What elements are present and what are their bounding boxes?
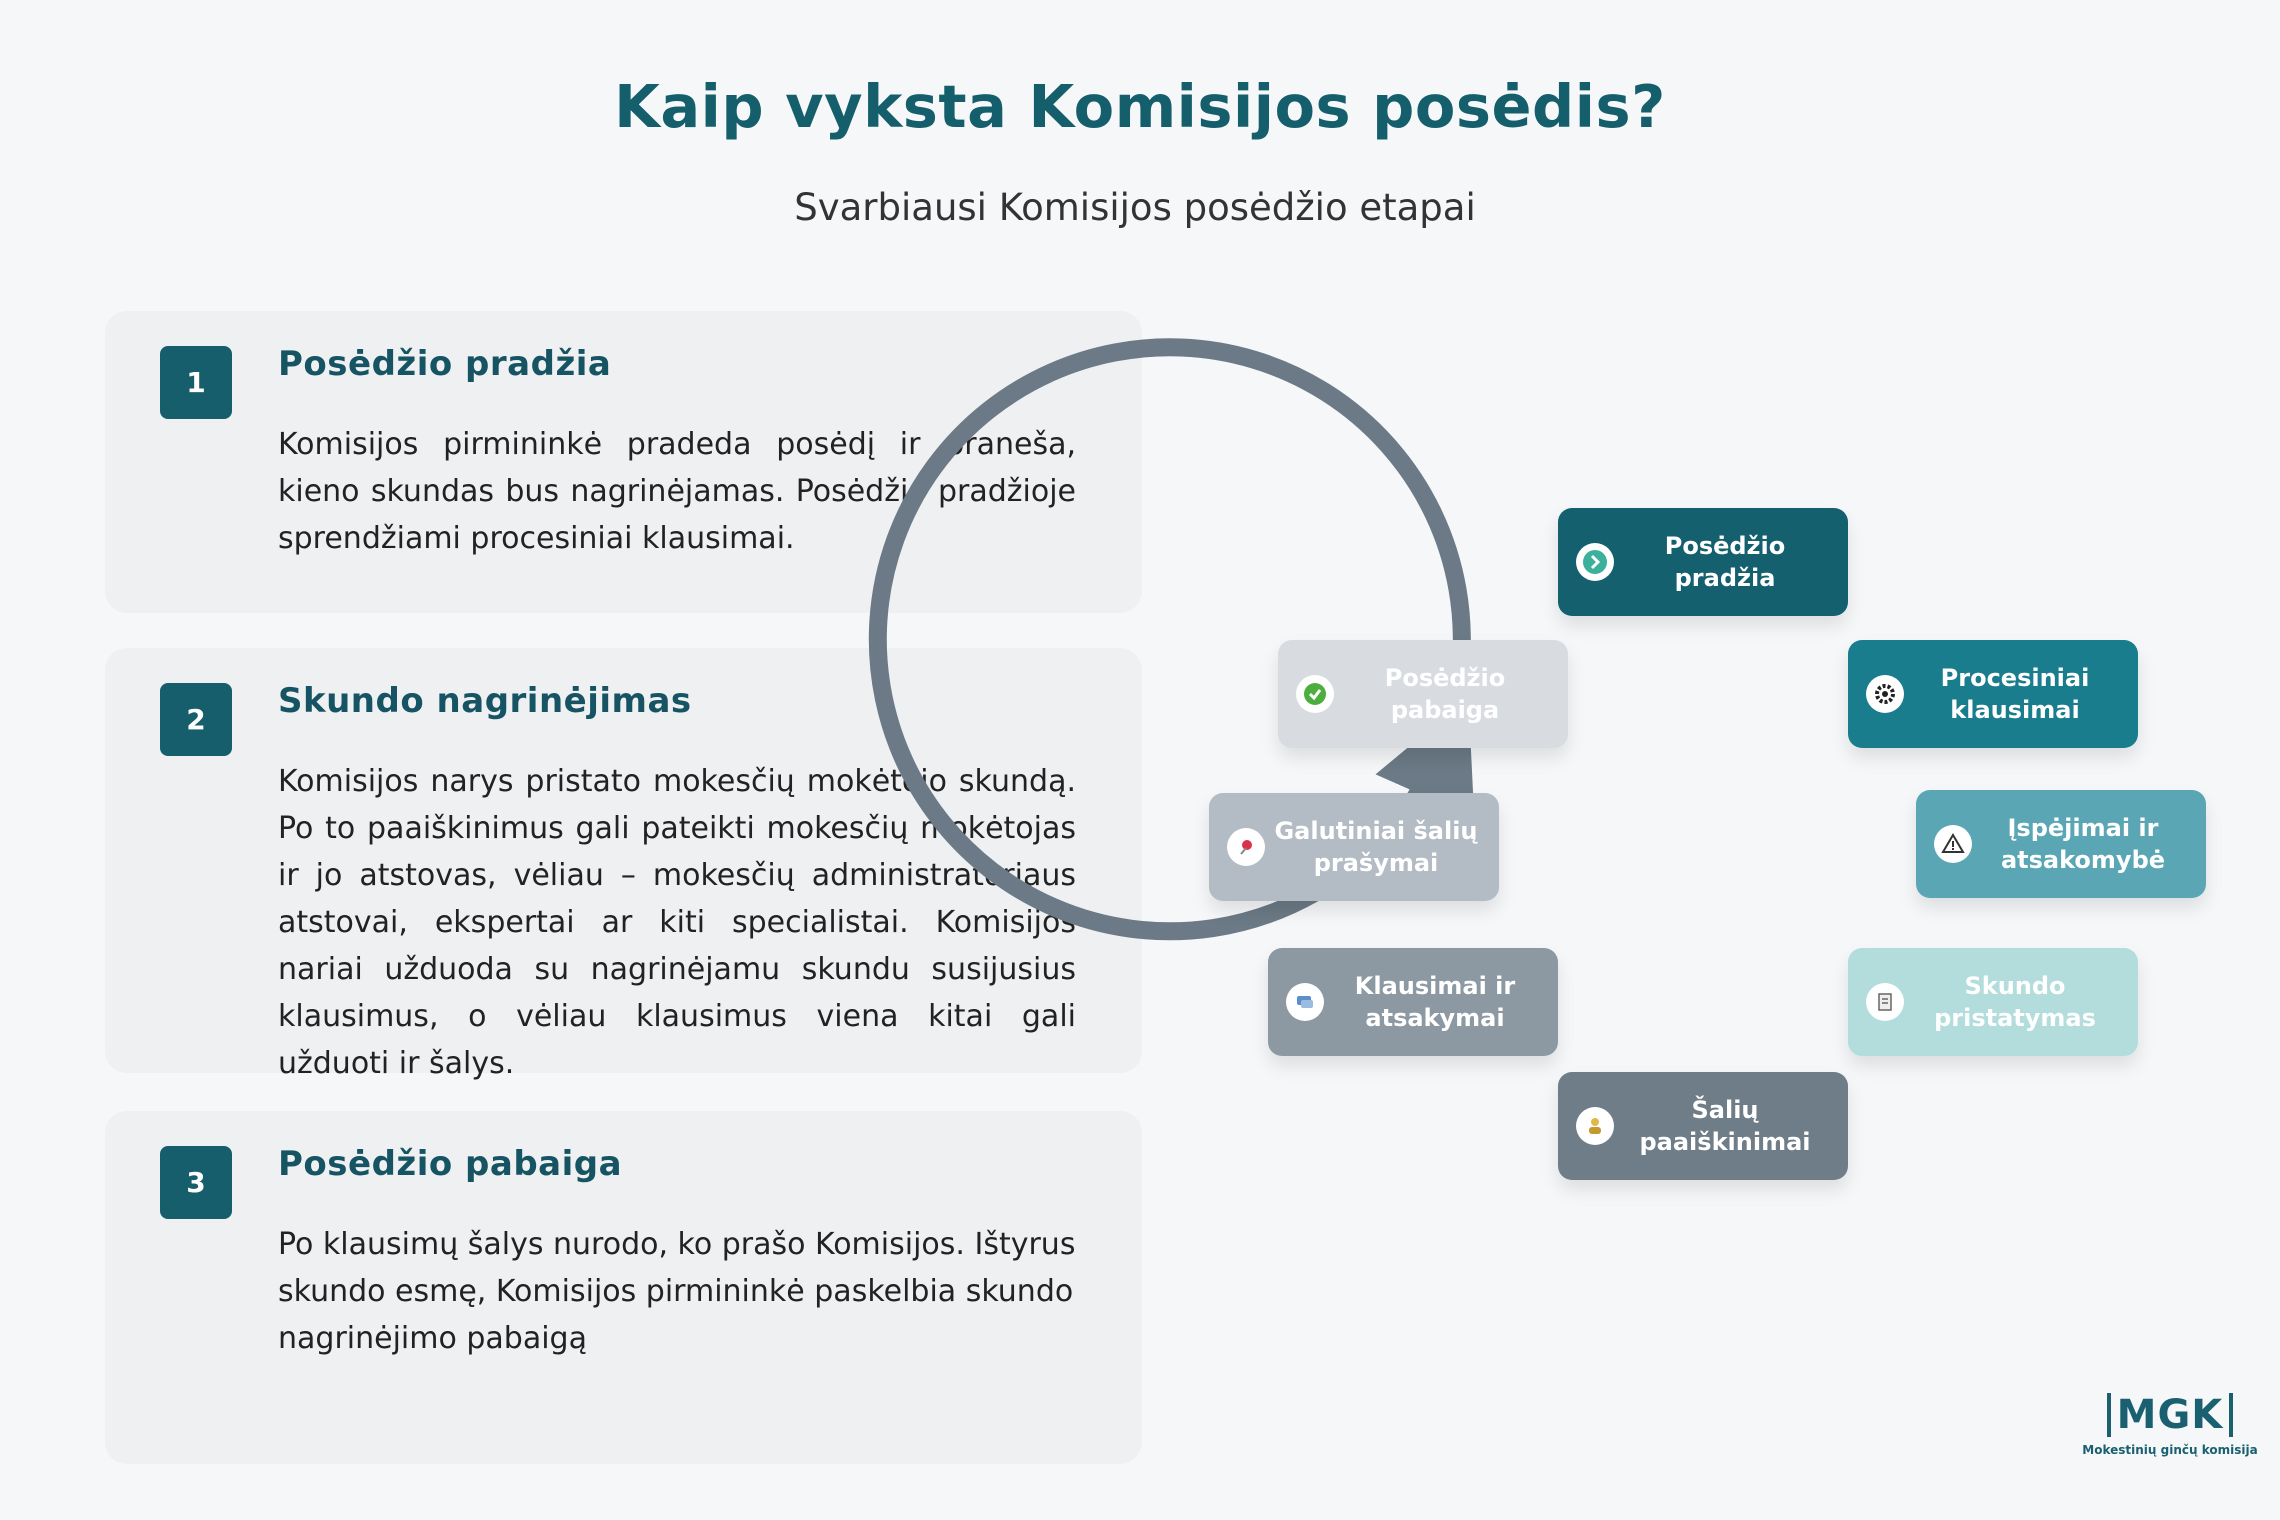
cycle-node-label: Posėdžio pradžia: [1664, 532, 1786, 592]
step-text: Komisijos narys pristato mokesčių mokėtojo skundą. Po to paaiškinimus gali pateikti mokesčių mokėtojas ir jo atstovas, vėliau – mokesčių administratoriaus atstovai, ekspertai ar kiti specialistai. Komisijos nariai užduoda su nagrinėjamu skundu susijusius klausimus, o vėliau klausimus viena kitai gali užduoti ir šalys.: [278, 764, 1076, 1081]
cycle-node-8: [1278, 640, 1568, 748]
page-subtitle: Svarbiausi Komisijos posėdžio etapai: [794, 186, 1476, 229]
pin-icon: [1227, 828, 1265, 866]
cycle-node-4: [1848, 948, 2138, 1056]
logo-mark: MGK: [2107, 1393, 2234, 1437]
cycle-node-2: [1848, 640, 2138, 748]
step-title: Posėdžio pradžia: [278, 344, 612, 384]
chat-icon: [1286, 983, 1324, 1021]
cycle-node-label: Klausimai ir atsakymai: [1354, 972, 1516, 1032]
gear-icon: [1866, 675, 1904, 713]
cycle-node-5: [1558, 1072, 1848, 1180]
step-title: Posėdžio pabaiga: [278, 1144, 623, 1184]
mgk-logo: [2080, 1393, 2260, 1457]
step-number: 1: [160, 346, 232, 419]
cycle-node-3: [1916, 790, 2206, 898]
document-icon: [1866, 983, 1904, 1021]
cycle-node-label: Šalių paaiškinimai: [1639, 1096, 1811, 1156]
step-number: 2: [160, 683, 232, 756]
people-icon: [1576, 1107, 1614, 1145]
step-number: 3: [160, 1146, 232, 1219]
check-icon: [1296, 675, 1334, 713]
step-text: Komisijos pirmininkė pradeda posėdį ir praneša, kieno skundas bus nagrinėjamas. Posėdžio pradžioje sprendžiami procesiniai klausimai.: [278, 427, 1076, 556]
cycle-node-label: Posėdžio pabaiga: [1384, 664, 1506, 724]
warning-icon: [1934, 825, 1972, 863]
step-title: Skundo nagrinėjimas: [278, 681, 692, 721]
logo-caption: Mokestinių ginčų komisija: [2082, 1443, 2258, 1457]
cycle-node-label: Skundo pristatymas: [1934, 972, 2096, 1032]
chevron-right-icon: [1576, 543, 1614, 581]
cycle-node-label: Galutiniai šalių prašymai: [1274, 817, 1478, 877]
cycle-node-6: [1268, 948, 1558, 1056]
cycle-node-1: [1558, 508, 1848, 616]
step-text: Po klausimų šalys nurodo, ko prašo Komisijos. Ištyrus skundo esmę, Komisijos pirmininkė paskelbia skundo nagrinėjimo pabaigą: [278, 1227, 1076, 1356]
cycle-node-label: Procesiniai klausimai: [1940, 664, 2090, 724]
cycle-node-label: Įspėjimai ir atsakomybė: [2000, 814, 2166, 874]
cycle-node-7: [1209, 793, 1499, 901]
page-title: Kaip vyksta Komisijos posėdis?: [614, 72, 1666, 141]
